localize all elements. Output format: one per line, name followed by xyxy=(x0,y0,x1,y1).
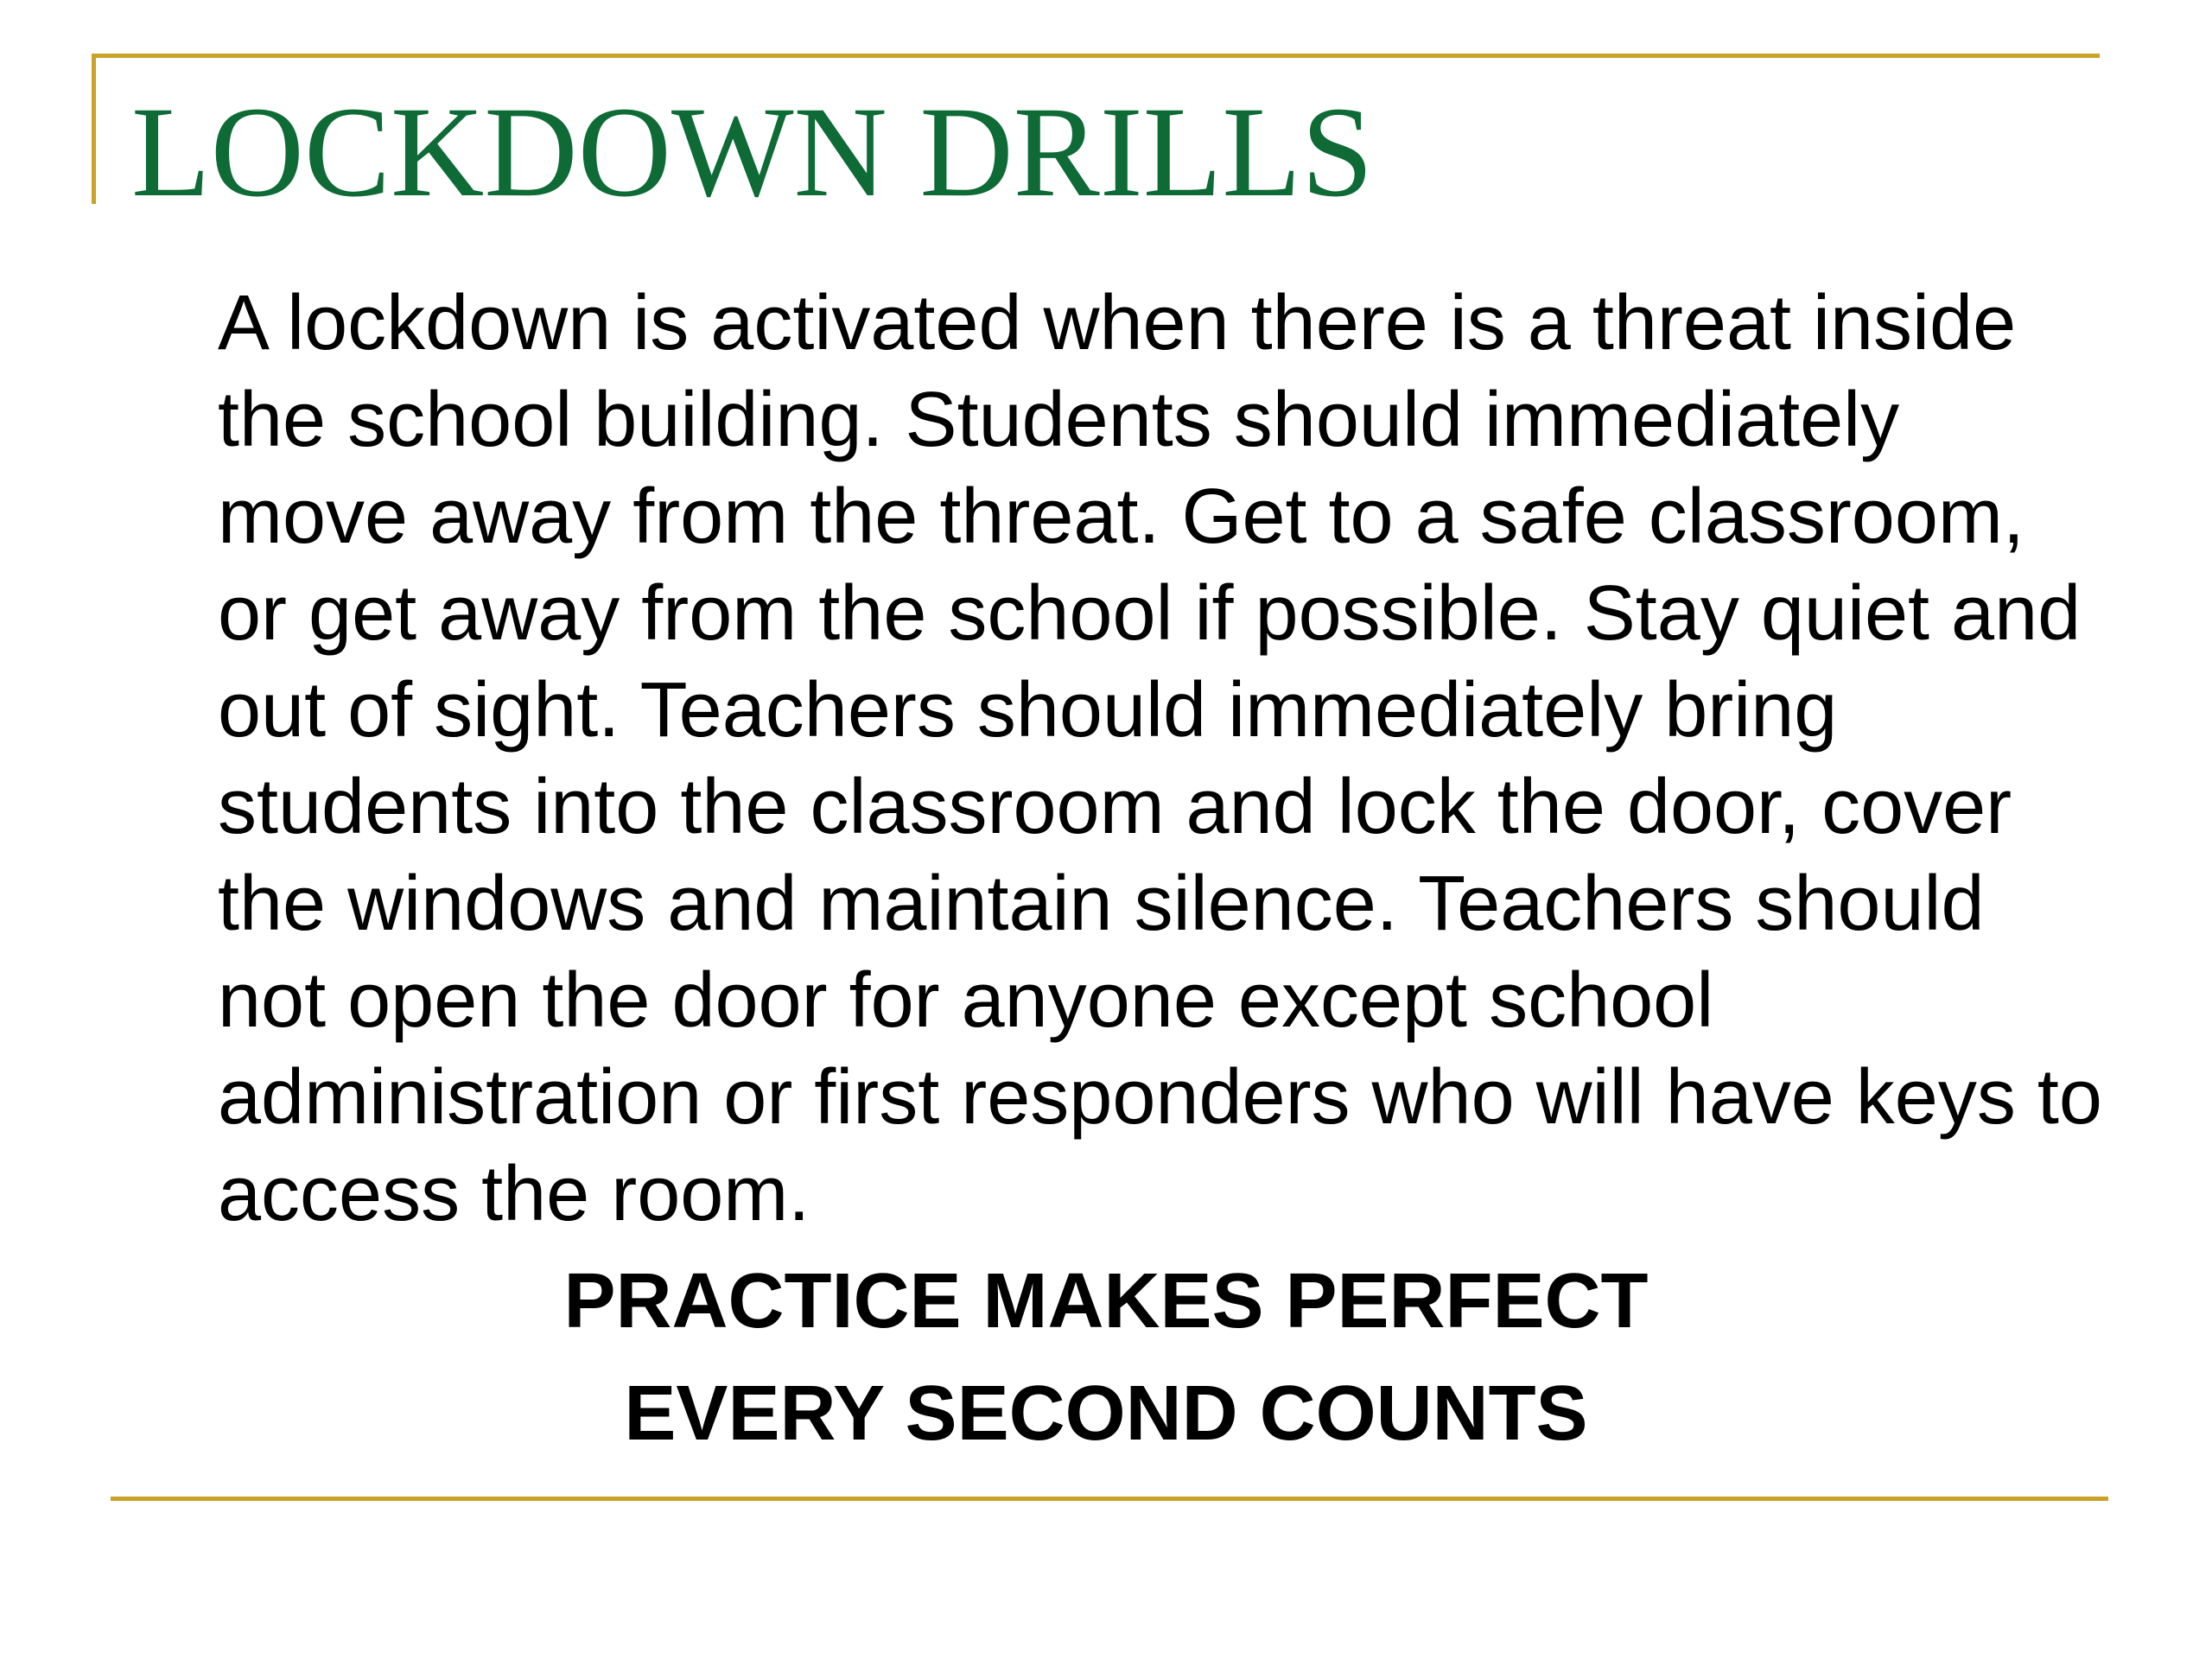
slide-body-text: A lockdown is activated when there is a threat inside the school building. Students should immediately move away from the threat. Get to a safe classroom, or get away from the school if possible. Stay quiet and out of sight. Teachers should immediately bring students into the classroom and lock the door, cover the windows and maintain silence. Teachers should not open the door for anyone except school administration or first responders who will have keys to access the room. xyxy=(218,280,2102,1237)
slide-title: LOCKDOWN DRILLS xyxy=(131,80,1374,224)
top-rule xyxy=(92,54,2100,58)
left-rule xyxy=(92,54,96,204)
bottom-rule xyxy=(111,1497,2108,1501)
tagline-every-second: EVERY SECOND COUNTS xyxy=(624,1370,1588,1457)
tagline-practice: PRACTICE MAKES PERFECT xyxy=(563,1258,1649,1344)
